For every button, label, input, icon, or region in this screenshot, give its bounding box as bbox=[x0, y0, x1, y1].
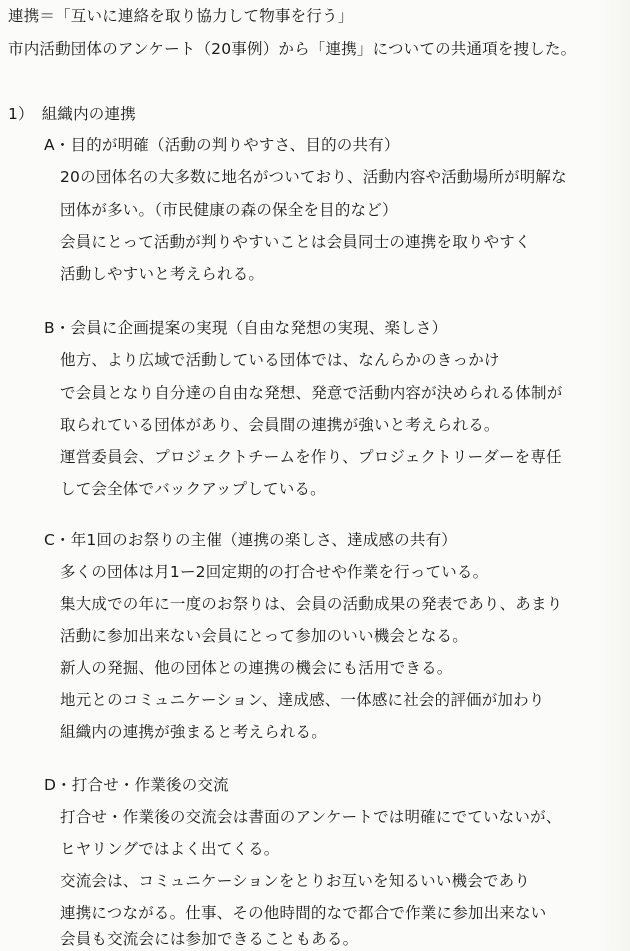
item-a-line: 活動しやすいと考えられる。 bbox=[60, 265, 265, 283]
item-b-line: 取られている団体があり、会員間の連携が強いと考えられる。 bbox=[60, 416, 500, 434]
item-a-line: 会員にとって活動が判りやすいことは会員同士の連携を取りやすく bbox=[60, 233, 531, 251]
scan-edge-shadow bbox=[598, 0, 630, 951]
item-a-line: 20の団体名の大多数に地名がついており、活動内容や活動場所が明解な bbox=[60, 168, 567, 186]
item-c-title: C・年1回のお祭りの主催（連携の楽しさ、達成感の共有） bbox=[44, 531, 457, 549]
section-heading: 1） 組織内の連携 bbox=[8, 105, 136, 123]
item-d-title: D・打合せ・作業後の交流 bbox=[44, 776, 229, 794]
item-c-line: 地元とのコミュニケーション、達成感、一体感に社会的評価が加わり bbox=[60, 691, 545, 709]
item-c-line: 多くの団体は月1ー2回定期的の打合せや作業を行っている。 bbox=[60, 563, 489, 581]
item-c-line: 集大成での年に一度のお祭りは、会員の活動成果の発表であり、あまり bbox=[60, 595, 563, 613]
item-b-line: で会員となり自分達の自由な発想、発意で活動内容が決められる体制が bbox=[60, 384, 563, 402]
item-c-line: 活動に参加出来ない会員にとって参加のいい機会となる。 bbox=[60, 627, 468, 645]
item-b-line: 運営委員会、プロジェクトチームを作り、プロジェクトリーダーを専任 bbox=[60, 448, 562, 466]
definition-line: 連携＝「互いに連絡を取り協力して物事を行う」 bbox=[8, 7, 354, 25]
item-b-line: して会全体でバックアップしている。 bbox=[60, 480, 326, 498]
item-a-line: 団体が多い。（市民健康の森の保全を目的など） bbox=[60, 201, 398, 219]
item-d-line: 連携につながる。仕事、その他時間的なで都合で作業に参加出来ない bbox=[60, 904, 547, 922]
item-d-line: 打合せ・作業後の交流会は書面のアンケートでは明確にでていないが、 bbox=[60, 808, 562, 826]
item-c-line: 組織内の連携が強まると考えられる。 bbox=[60, 723, 327, 741]
item-d-line: 会員も交流会には参加できることもある。 bbox=[60, 930, 359, 948]
item-b-title: B・会員に企画提案の実現（自由な発想の実現、楽しさ） bbox=[44, 319, 448, 337]
item-b-line: 他方、より広域で活動している団体では、なんらかのきっかけ bbox=[60, 351, 500, 369]
item-a-title: A・目的が明確（活動の判りやすさ、目的の共有） bbox=[44, 136, 400, 154]
summary-line: 市内活動団体のアンケート（20事例）から「連携」についての共通項を捜した。 bbox=[8, 40, 577, 58]
item-c-line: 新人の発掘、他の団体との連携の機会にも活用できる。 bbox=[60, 659, 453, 677]
item-d-line: 交流会は、コミュニケーションをとりお互いを知るいい機会であり bbox=[60, 872, 531, 890]
item-d-line: ヒヤリングではよく出てくる。 bbox=[60, 840, 280, 858]
